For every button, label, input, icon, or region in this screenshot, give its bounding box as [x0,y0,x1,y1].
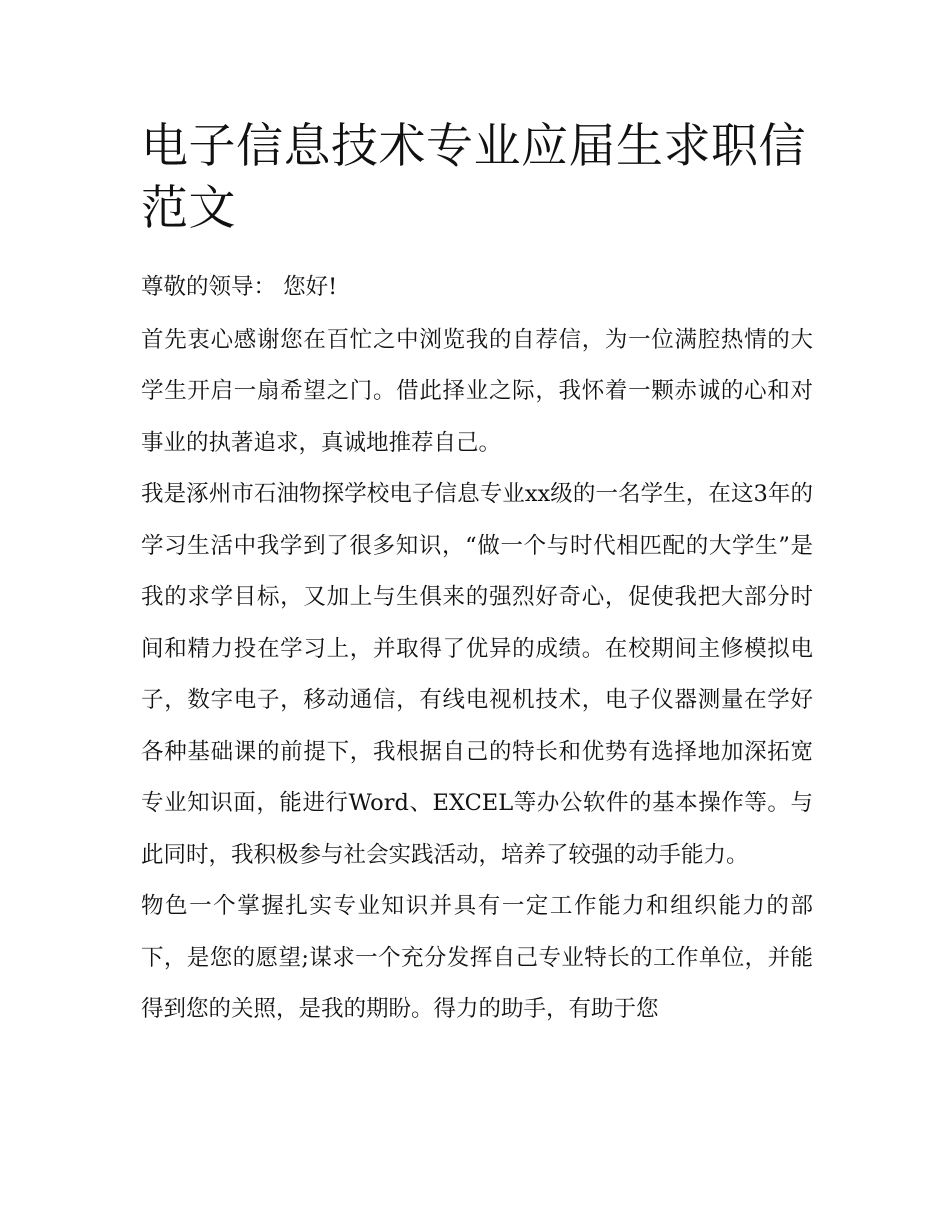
document-body [141,116,813,1036]
paragraph-background: 我是涿州市石油物探学校电子信息专业xx级的一名学生，在这3年的学习生活中我学到了很多知识，“做一个与时代相匹配的大学生”是我的求学目标，又加上与生俱来的强烈好奇心，促使我把大部分时间和精力投在学习上，并取得了优异的成绩。在校期间主修模拟电子，数字电子，移动通信，有线电视机技术，电子仪器测量在学好各种基础课的前提下，我根据自己的特长和优势有选择地加深拓宽专业知识面，能进行Word、EXCEL等办公软件的基本操作等。与此同时，我积极参与社会实践活动，培养了较强的动手能力。 [141,481,813,868]
document-title: 电子信息技术专业应届生求职信范文 [141,119,806,236]
salutation: 尊敬的领导： 您好! [141,274,338,300]
paragraph-intro: 首先衷心感谢您在百忙之中浏览我的自荐信，为一位满腔热情的大学生开启一扇希望之门。借此择业之际，我怀着一颗赤诚的心和对事业的执著追求，真诚地推荐自己。 [141,326,813,456]
paragraph-aspiration: 物色一个掌握扎实专业知识并具有一定工作能力和组织能力的部下，是您的愿望;谋求一个充分发挥自己专业特长的工作单位，并能得到您的关照，是我的期盼。得力的助手，有助于您 [141,893,813,1022]
